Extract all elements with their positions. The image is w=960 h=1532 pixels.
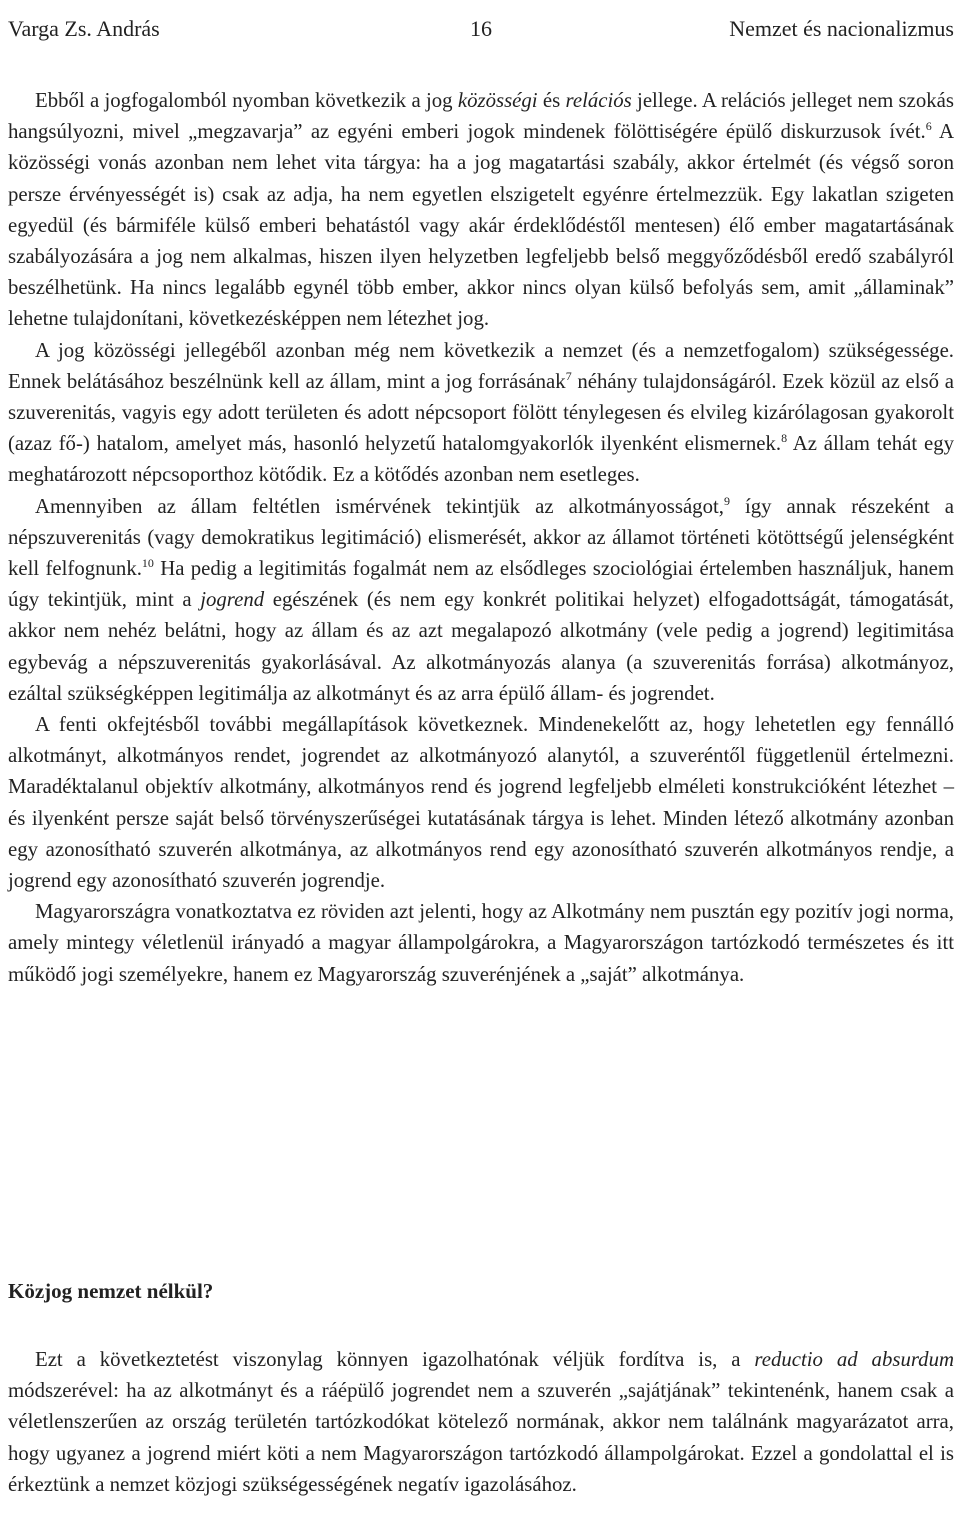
p1-text-b: és bbox=[537, 89, 566, 112]
footnote-ref-9: 9 bbox=[723, 493, 730, 508]
header-author: Varga Zs. András bbox=[8, 16, 160, 41]
p6-text-b: módszerével: ha az alkotmányt és a ráépülő jogrendet nem a szuverén „sajátjának” tekintenénk, hanem csak a véletlenszerűen az ország területén tartózkodókat kötelező normának, akkor nem találnánk magyarázatot arra, hogy ugyanez a jogrend miért köti a nem Magyarországon tartózkodó állampolgárokat. Ezzel a gondolattal el is érkeztünk a nemzet közjogi szükségességének negatív igazolásához. bbox=[8, 1379, 954, 1496]
paragraph-3 bbox=[8, 491, 954, 709]
p2-text-a: A jog közösségi jellegéből azonban még nem következik a nemzet (és a nemzetfogalom) szükségessége. Ennek belátásához beszélnünk kell az állam, mint a jog forrásának bbox=[8, 338, 954, 393]
footnote-ref-7: 7 bbox=[565, 368, 572, 383]
header-title: Nemzet és nacionalizmus bbox=[729, 16, 954, 41]
header-page-number: 16 bbox=[470, 16, 492, 41]
p1-text-a: Ebből a jogfogalomból nyomban következik a jog bbox=[35, 89, 458, 112]
paragraph-5: Magyarországra vonatkoztatva ez röviden azt jelenti, hogy az Alkotmány nem pusztán egy pozitív jogi norma, amely mintegy véletlenül irányadó a magyar állampolgárokra, a Magyarországon tartózkodó természetes és itt működő jogi személyekre, hanem ez Magyarország szuverénjének a „saját” alkotmánya. bbox=[8, 900, 954, 986]
p3-text-b: így annak részeként a népszuverenitás (vagy demokratikus legitimáció) elismerését, akkor az államot történeti kötöttségű jelenségként kell felfognunk. bbox=[8, 494, 954, 581]
body-text-section-2 bbox=[8, 1344, 954, 1500]
body-text bbox=[8, 85, 954, 990]
paragraph-6 bbox=[8, 1344, 954, 1500]
footnote-ref-10: 10 bbox=[141, 556, 154, 571]
running-header bbox=[8, 14, 954, 44]
footnote-ref-6: 6 bbox=[925, 119, 932, 134]
footnote-ref-8: 8 bbox=[781, 431, 788, 446]
paragraph-2 bbox=[8, 335, 954, 491]
paragraph-1 bbox=[8, 85, 954, 335]
p3-text-d: egészének (és nem egy konkrét politikai helyzet) elfogadottságát, támogatását, akkor nem nehéz belátni, hogy az állam és az azt megalapozó alkotmány (vele pedig a jogrend) legitimitása egybevág a népszuverenitás gyakorlásával. Az alkotmányozás alanya (a szuverenitás forrása) alkotmányoz, ezáltal szükségképpen legitimálja az alkotmányt és az arra épülő állam- és jogrendet. bbox=[8, 588, 954, 705]
paragraph-4: A fenti okfejtésből további megállapítások következnek. Mindenekelőtt az, hogy lehetetlen egy fennálló alkotmányt, alkotmányos rendet, jogrendet az alkotmányozó alanytól, a szuveréntől függetlenül értelmezni. Maradéktalanul objektív alkotmány, alkotmányos rend és jogrend legfeljebb elméleti konstrukcióként létezhet – és ilyenként persze saját belső törvényszerűségei kutatásának tárgya is lehet. Minden létező alkotmány azonban egy azonosítható szuverén alkotmánya, az alkotmányos rend egy azonosítható szuverén alkotmányos rendje, a jogrend egy azonosítható szuverén jogrendje. bbox=[8, 713, 954, 893]
p1-text-c: jellege. A relációs jelleget nem szokás hangsúlyozni, mivel „megzavarja” az egyéni emberi jogok mindenek fölöttiségére épülő diskurzusok ívét. bbox=[8, 89, 954, 144]
p3-text-c: Ha pedig a legitimitás fogalmát nem az elsődleges szociológiai értelemben használjuk, hanem úgy tekintjük, mint a bbox=[8, 557, 954, 612]
p6-text-a: Ezt a következtetést viszonylag könnyen igazolhatónak véljük fordítva is, a bbox=[35, 1348, 755, 1371]
p6-italic-reductio: reductio ad absurdum bbox=[754, 1348, 954, 1371]
p3-italic-jogrend: jogrend bbox=[200, 588, 265, 612]
p1-italic-relacios: relációs bbox=[565, 89, 632, 112]
p1-italic-kozossegi: közösségi bbox=[457, 89, 538, 112]
p3-text-a: Amennyiben az állam feltétlen ismérvének tekintjük az alkotmányosságot, bbox=[35, 494, 724, 518]
p1-text-d: A közösségi vonás azonban nem lehet vita tárgya: ha a jog magatartási szabály, akkor értelmét (és végső soron persze érvényességét is) csak az adja, ha nem egyetlen elszigetelt egyénre értelmezzük. Egy lakatlan szigeten egyedül (és bármiféle külső emberi behatástól vagy akár érdeklődéstől mentesen) élő ember magatartásának szabályozására a jog nem alkalmas, hiszen ilyen helyzetben legfeljebb belső meggyőződésből eredő szabályról beszélhetünk. Ha nincs legalább egynél több ember, akkor nincs olyan külső befolyás sem, amit „államinak” lehetne tulajdonítani, következésképpen nem létezhet jog. bbox=[8, 120, 954, 331]
p2-text-b: néhány tulajdonságáról. Ezek közül az első a szuverenitás, vagyis egy adott területen és adott népcsoport fölött ténylegesen és elvileg kizárólagosan gyakorolt (azaz fő-) hatalom, amelyet más, hasonló helyzetű hatalomgyakorlók ilyenként elismernek. bbox=[8, 369, 954, 456]
section-heading: Közjog nemzet nélkül? bbox=[8, 1279, 214, 1303]
p2-text-c: Az állam tehát egy meghatározott népcsoporthoz kötődik. Ez a kötődés azonban nem esetleges. bbox=[8, 432, 954, 487]
